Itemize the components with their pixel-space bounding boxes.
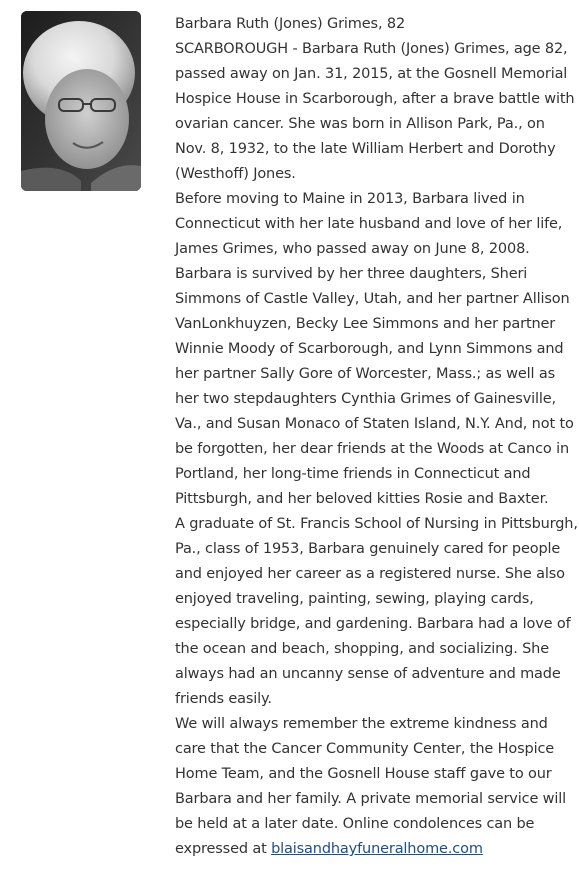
portrait-photo: [21, 11, 141, 191]
text-line: passed away on Jan. 31, 2015, at the Gosnell Memorial: [175, 66, 568, 82]
paragraph-intro: [175, 37, 575, 187]
text-line: SCARBOROUGH - Barbara Ruth (Jones) Grimes, age 82,: [175, 41, 568, 57]
text-line: Nov. 8, 1932, to the late William Herbert and Dorothy: [175, 141, 556, 157]
text-line: the ocean and beach, shopping, and socializing. She: [175, 641, 549, 657]
paragraph-career: [175, 512, 578, 712]
paragraph-remembrance: [175, 712, 575, 862]
paragraph-maine: [175, 187, 575, 262]
text-line: Connecticut with her late husband and love of her life,: [175, 216, 563, 232]
text-line: We will always remember the extreme kindness and: [175, 716, 548, 732]
text-line: Before moving to Maine in 2013, Barbara lived in: [175, 191, 525, 207]
portrait-image: [21, 11, 141, 191]
closing-prefix: expressed at: [175, 841, 272, 857]
text-line: Pittsburgh, and her beloved kitties Rosie and Baxter.: [175, 491, 549, 507]
text-line: care that the Cancer Community Center, the Hospice: [175, 741, 555, 757]
text-line: be held at a later date. Online condolences can be: [175, 816, 535, 832]
text-line: be forgotten, her dear friends at the Woods at Canco in: [175, 441, 570, 457]
closing-line: [175, 837, 575, 862]
text-line: Barbara and her family. A private memorial service will: [175, 791, 567, 807]
text-line: Simmons of Castle Valley, Utah, and her partner Allison: [175, 291, 570, 307]
text-line: (Westhoff) Jones.: [175, 166, 296, 182]
text-line: A graduate of St. Francis School of Nursing in Pittsburgh,: [175, 516, 578, 532]
text-line: friends easily.: [175, 691, 272, 707]
obituary-text: [175, 12, 578, 862]
text-line: James Grimes, who passed away on June 8, 2008.: [175, 241, 530, 257]
text-line: Portland, her long-time friends in Connecticut and: [175, 466, 531, 482]
paragraph-survivors: [175, 262, 575, 512]
obituary-heading: Barbara Ruth (Jones) Grimes, 82: [175, 16, 406, 32]
text-line: Winnie Moody of Scarborough, and Lynn Simmons and: [175, 341, 564, 357]
text-line: Pa., class of 1953, Barbara genuinely cared for people: [175, 541, 561, 557]
text-line: and enjoyed her career as a registered nurse. She also: [175, 566, 565, 582]
text-line: her partner Sally Gore of Worcester, Mass.; as well as: [175, 366, 555, 382]
funeral-home-link[interactable]: blaisandhayfuneralhome.com: [271, 841, 483, 857]
text-line: always had an uncanny sense of adventure and made: [175, 666, 561, 682]
text-line: Home Team, and the Gosnell House staff gave to our: [175, 766, 552, 782]
text-line: enjoyed traveling, painting, sewing, playing cards,: [175, 591, 534, 607]
text-line: ovarian cancer. She was born in Allison Park, Pa., on: [175, 116, 545, 132]
text-line: especially bridge, and gardening. Barbara had a love of: [175, 616, 571, 632]
text-line: Barbara is survived by her three daughters, Sheri: [175, 266, 528, 282]
text-line: Hospice House in Scarborough, after a brave battle with: [175, 91, 575, 107]
text-line: Va., and Susan Monaco of Staten Island, N.Y. And, not to: [175, 416, 574, 432]
text-line: her two stepdaughters Cynthia Grimes of Gainesville,: [175, 391, 557, 407]
text-line: VanLonkhuyzen, Becky Lee Simmons and her partner: [175, 316, 556, 332]
